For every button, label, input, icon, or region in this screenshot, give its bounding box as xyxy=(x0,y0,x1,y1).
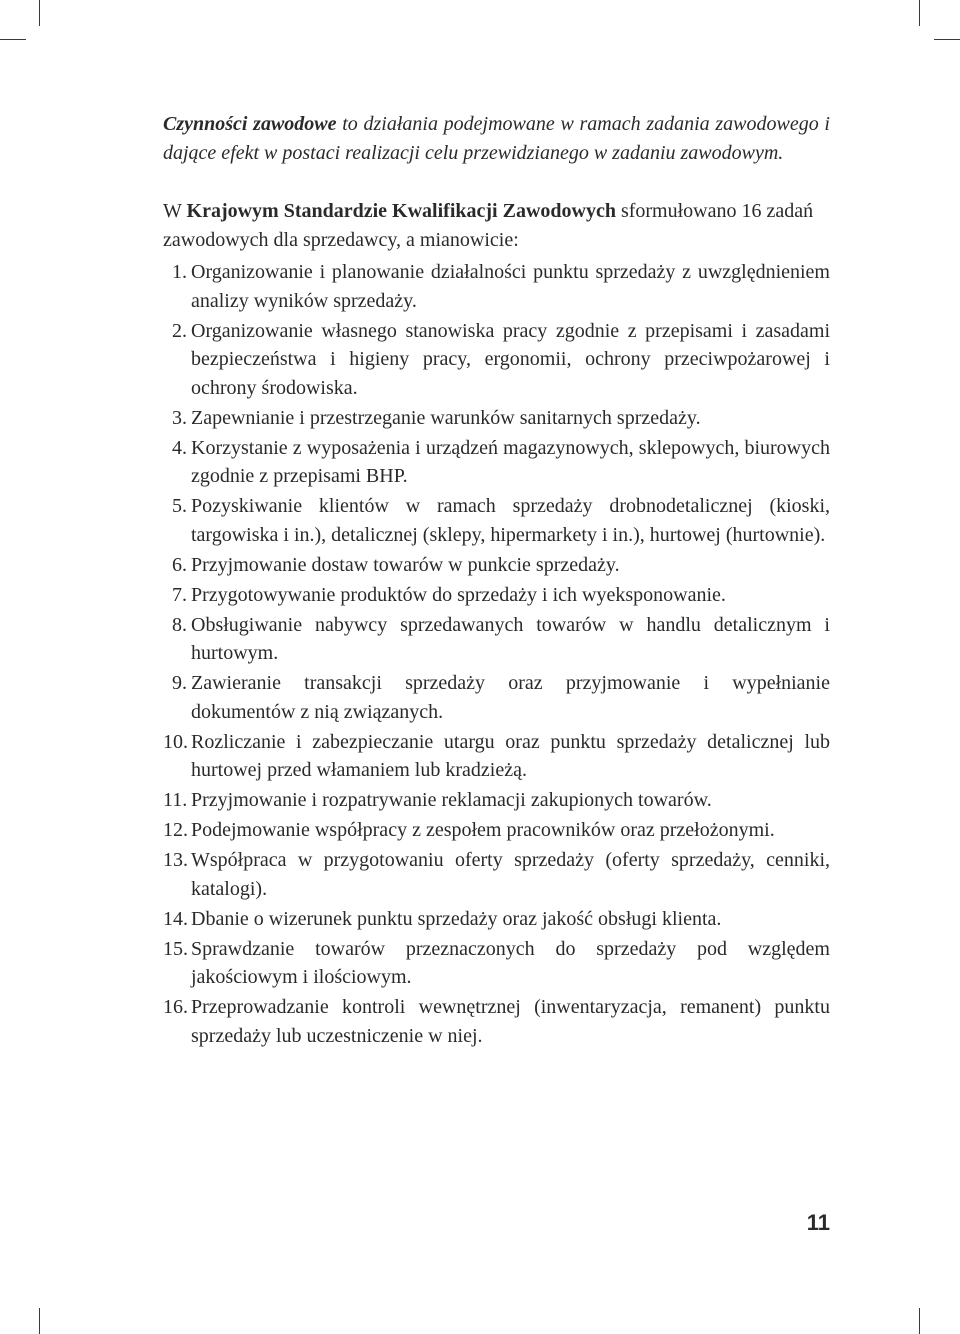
list-item xyxy=(163,816,830,845)
list-item-number: 12. xyxy=(163,819,188,841)
list-item-text: Organizowanie i planowanie działalności punktu sprzedaży z uwzględnieniem analizy wyników sprzedaży. xyxy=(191,261,830,312)
list-item xyxy=(163,905,830,934)
page-content xyxy=(163,110,830,1052)
list-item-text: Przygotowywanie produktów do sprzedaży i ich wyeksponowanie. xyxy=(191,583,726,606)
intro-standard-name: Krajowym Standardzie Kwalifikacji Zawodowych xyxy=(186,200,616,222)
list-item-number: 9. xyxy=(172,672,187,694)
list-item xyxy=(163,611,830,668)
list-item xyxy=(163,935,830,992)
list-item-text: Rozliczanie i zabezpieczanie utargu oraz punktu sprzedaży detalicznej lub hurtowej przed włamaniem lub kradzieżą. xyxy=(191,730,830,781)
list-item-number: 13. xyxy=(163,849,188,871)
list-item xyxy=(163,317,830,403)
list-item-text: Przyjmowanie i rozpatrywanie reklamacji zakupionych towarów. xyxy=(191,789,712,811)
list-item-number: 14. xyxy=(163,907,188,930)
list-item xyxy=(163,258,830,315)
list-item-text: Pozyskiwanie klientów w ramach sprzedaży drobnodetalicznej (kioski, targowiska i in.), detalicznej (sklepy, hipermarkety i in.), hurtowej (hurtownie). xyxy=(191,495,830,546)
definition-text: to działania podejmowane w ramach zadania zawodowego i dające efekt w postaci realizacji celu przewidzianego w zadaniu zawodowym. xyxy=(163,113,830,164)
crop-mark-top-right-horizontal xyxy=(934,39,960,40)
list-item-text: Zapewnianie i przestrzeganie warunków sanitarnych sprzedaży. xyxy=(191,406,701,429)
list-item-text: Dbanie o wizerunek punktu sprzedaży oraz jakość obsługi klienta. xyxy=(191,907,722,930)
crop-mark-bottom-right-vertical xyxy=(919,1308,920,1334)
list-item-number: 3. xyxy=(172,406,187,429)
list-item-number: 8. xyxy=(172,613,187,636)
list-item-number: 16. xyxy=(163,996,188,1018)
crop-mark-top-right-vertical xyxy=(919,0,920,26)
crop-mark-bottom-left-vertical xyxy=(39,1308,40,1334)
list-item-text: Korzystanie z wyposażenia i urządzeń magazynowych, sklepowych, biurowych zgodnie z przepisami BHP. xyxy=(191,436,830,487)
list-item-number: 2. xyxy=(172,319,187,342)
intro-paragraph xyxy=(163,197,830,254)
list-item xyxy=(163,728,830,785)
list-item xyxy=(163,669,830,726)
list-item-text: Zawieranie transakcji sprzedaży oraz przyjmowanie i wypełnianie dokumentów z nią związanych. xyxy=(191,672,830,723)
list-item-number: 6. xyxy=(172,553,187,576)
list-item-number: 1. xyxy=(172,261,187,283)
list-item xyxy=(163,846,830,903)
list-item-text: Organizowanie własnego stanowiska pracy zgodnie z przepisami i zasadami bezpieczeństwa i higieny pracy, ergonomii, ochrony przeciwpożarowej i ochrony środowiska. xyxy=(191,319,830,399)
list-item-number: 4. xyxy=(172,436,187,459)
list-item-text: Przyjmowanie dostaw towarów w punkcie sprzedaży. xyxy=(191,553,620,576)
list-item xyxy=(163,786,830,815)
list-item-text: Sprawdzanie towarów przeznaczonych do sprzedaży pod względem jakościowym i ilościowym. xyxy=(191,937,830,988)
list-item xyxy=(163,404,830,433)
definition-term: Czynności zawodowe xyxy=(163,113,337,135)
list-item xyxy=(163,434,830,491)
definition-paragraph xyxy=(163,110,830,167)
list-item-text: Podejmowanie współpracy z zespołem pracowników oraz przełożonymi. xyxy=(191,819,775,841)
list-item xyxy=(163,551,830,580)
list-item-number: 11. xyxy=(163,789,188,811)
list-item-number: 15. xyxy=(163,937,188,960)
list-item-text: Współpraca w przygotowaniu oferty sprzedaży (oferty sprzedaży, cenniki, katalogi). xyxy=(191,849,830,900)
page-number: 11 xyxy=(806,1210,830,1235)
task-list xyxy=(163,258,830,1050)
list-item-number: 10. xyxy=(163,730,188,753)
list-item-number: 7. xyxy=(172,583,187,606)
list-item-text: Przeprowadzanie kontroli wewnętrznej (inwentaryzacja, remanent) punktu sprzedaży lub uczestniczenie w niej. xyxy=(191,996,830,1047)
crop-mark-top-left-horizontal xyxy=(0,39,26,40)
list-item xyxy=(163,492,830,549)
list-item-number: 5. xyxy=(172,495,187,517)
intro-suffix: sformułowano 16 zadań zawodowych dla sprzedawcy, a mianowicie: xyxy=(163,200,814,251)
intro-prefix: W xyxy=(163,200,187,222)
list-item-text: Obsługiwanie nabywcy sprzedawanych towarów w handlu detalicznym i hurtowym. xyxy=(191,613,830,664)
list-item xyxy=(163,993,830,1050)
list-item xyxy=(163,581,830,610)
crop-mark-top-left-vertical xyxy=(39,0,40,26)
